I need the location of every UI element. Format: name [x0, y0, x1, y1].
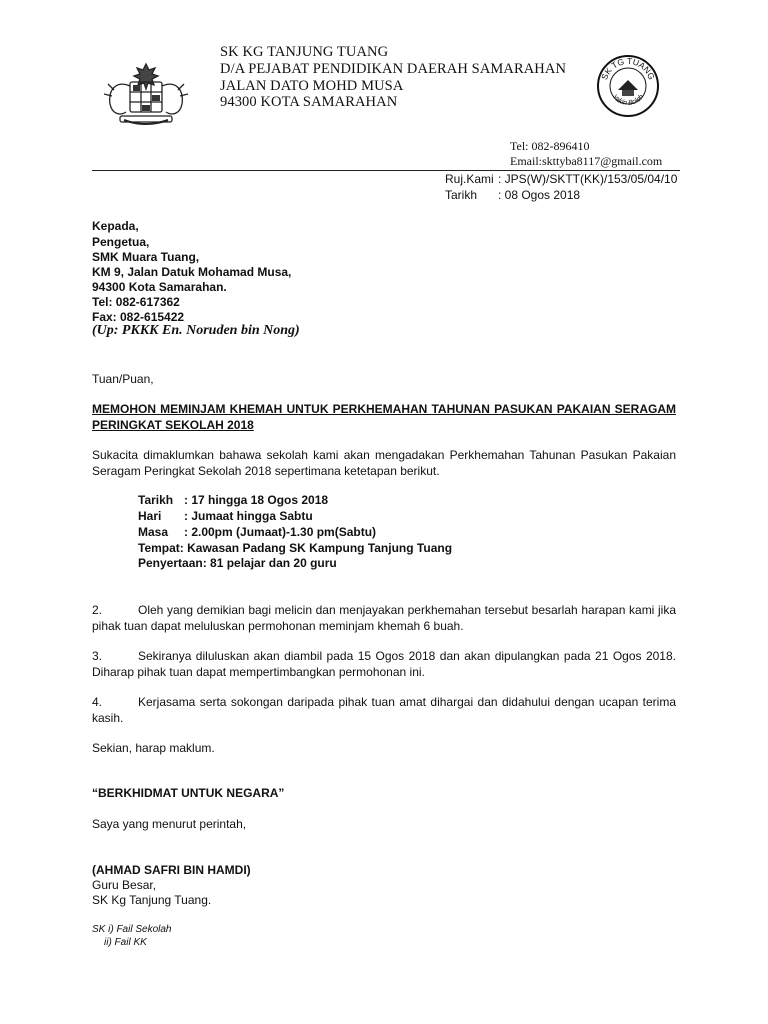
- paragraph-number: 2.: [92, 603, 103, 617]
- salutation: Tuan/Puan,: [92, 372, 154, 386]
- detail-value: : Jumaat hingga Sabtu: [184, 509, 313, 523]
- detail-penyertaan: Penyertaan: 81 pelajar dan 20 guru: [138, 556, 337, 570]
- detail-label: Hari: [138, 509, 162, 523]
- detail-value: : 2.00pm (Jumaat)-1.30 pm(Sabtu): [184, 525, 377, 539]
- closing-line: Sekian, harap maklum.: [92, 741, 215, 755]
- recipient-line: KM 9, Jalan Datuk Mohamad Musa,: [92, 265, 292, 279]
- recipient-line: Pengetua,: [92, 235, 150, 249]
- school-name: SK KG TANJUNG TUANG: [220, 44, 389, 60]
- letterhead-address-line: JALAN DATO MOHD MUSA: [220, 78, 404, 94]
- paragraph-4: [92, 694, 676, 726]
- recipient-fax: Fax: 082-615422: [92, 310, 185, 324]
- paragraph-text: Kerjasama serta sokongan daripada pihak tuan amat dihargai dan didahului dengan ucapan terima kasih.: [92, 695, 676, 725]
- detail-hari: [138, 509, 313, 523]
- paragraph-number: 3.: [92, 649, 103, 663]
- detail-label: Masa: [138, 525, 169, 539]
- recipient-line: 94300 Kota Samarahan.: [92, 280, 227, 294]
- paragraph-text: Sekiranya diluluskan akan diambil pada 15 Ogos 2018 dan akan dipulangkan pada 21 Ogos 2018. Diharap pihak tuan dapat mempertimbangkan permohonan ini.: [92, 649, 676, 679]
- reference-number: : JPS(W)/SKTT(KK)/153/05/04/10: [498, 172, 678, 186]
- letter-date: : 08 Ogos 2018: [498, 188, 581, 202]
- svg-text:SK TG TUANG: SK TG TUANG: [599, 55, 657, 82]
- paragraph-3: [92, 648, 676, 680]
- svg-text:Yakin Boleh: Yakin Boleh: [610, 93, 646, 108]
- recipient-line: Kepada,: [92, 219, 139, 233]
- cc-line: ii) Fail KK: [104, 937, 147, 948]
- paragraph-2: [92, 602, 676, 634]
- signatory-school: SK Kg Tanjung Tuang.: [92, 893, 212, 907]
- school-email: Email:sktt​yba8117@gmail.com: [510, 154, 663, 168]
- malaysia-coat-of-arms-icon: [100, 60, 192, 130]
- detail-tempat: Tempat: Kawasan Padang SK Kampung Tanjung Tuang: [138, 541, 453, 555]
- detail-value: : 17 hingga 18 Ogos 2018: [184, 493, 329, 507]
- signatory-name: (AHMAD SAFRI BIN HAMDI): [92, 863, 251, 877]
- detail-masa: [138, 525, 376, 539]
- recipient-phone: Tel: 082-617362: [92, 295, 180, 309]
- letterhead-address-line: D/A PEJABAT PENDIDIKAN DAERAH SAMARAHAN: [220, 61, 567, 77]
- letter-subject: MEMOHON MEMINJAM KHEMAH UNTUK PERKHEMAHAN TAHUNAN PASUKAN PAKAIAN SERAGAM PERINGKAT SEKOLAH 2018: [92, 402, 676, 432]
- recipient-line: SMK Muara Tuang,: [92, 250, 200, 264]
- detail-label: Tarikh: [138, 493, 174, 507]
- paragraph-number: 4.: [92, 695, 103, 709]
- sign-intro: Saya yang menurut perintah,: [92, 817, 247, 831]
- school-phone: Tel: 082-896410: [510, 139, 590, 153]
- signatory-title: Guru Besar,: [92, 878, 157, 892]
- detail-tarikh: [138, 493, 328, 507]
- paragraph-text: Oleh yang demikian bagi melicin dan menjayakan perkhemahan tersebut besarlah harapan kami jika pihak tuan dapat meluluskan permohonan meminjam khemah 6 buah.: [92, 603, 676, 633]
- motto: “BERKHIDMAT UNTUK NEGARA”: [92, 786, 285, 800]
- attention-line: (Up: PKKK En. Noruden bin Nong): [92, 323, 300, 338]
- intro-paragraph: Sukacita dimaklumkan bahawa sekolah kami akan mengadakan Perkhemahan Tahunan Pasukan Pakaian Seragam Peringkat Sekolah 2018 sepertimana ketetapan berikut.: [92, 448, 676, 478]
- date-label: Tarikh: [445, 188, 478, 202]
- reference-label: Ruj.Kami: [445, 172, 494, 186]
- cc-line: SK i) Fail Sekolah: [92, 924, 172, 935]
- letterhead-address-line: 94300 KOTA SAMARAHAN: [220, 94, 398, 110]
- school-logo: [596, 54, 660, 118]
- letterhead-divider: [92, 170, 680, 171]
